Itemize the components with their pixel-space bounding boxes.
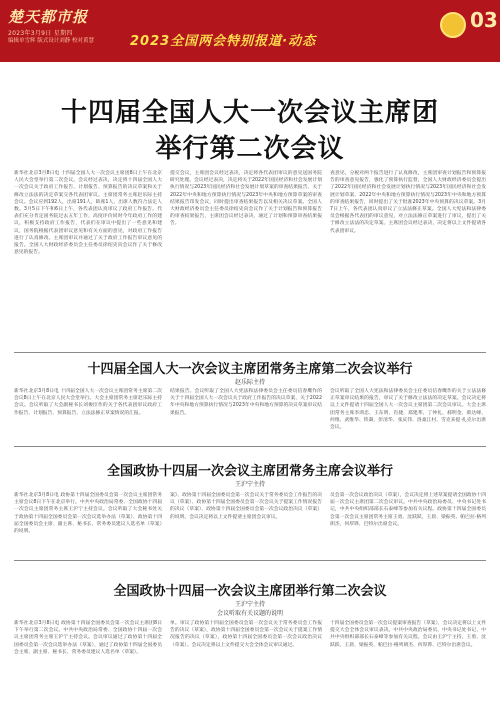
article3-byline: 王沪宁主持 xyxy=(234,481,265,488)
divider xyxy=(14,560,486,561)
article1-title-line1: 十四届全国人大一次会议主席团 xyxy=(60,98,439,128)
newspaper-logo: 楚天都市报 xyxy=(8,8,89,26)
article4-subhead: 会议听取有关议题的说明 xyxy=(216,610,283,617)
article2-column-3: 会议听取了全国人大宪法和法律委员会主任委员信春鹰作的关于立法法修正草案审议结果的报告，审议了关于修改立法法的决定草案。会议决定将以上文件提请十四届全国人大一次会议主席团第二次会议审议。大会主席团常务主席李鸿忠、王东明、肖捷、郑建邦、丁仲礼、郝明金、蔡达峰、何维、武维华、铁凝、彭清华、张庆伟、洛桑江村、雪克来提·扎克尔出席会议。 xyxy=(330,389,486,431)
article1-column-1: 新华社北京3月8日电 十四届全国人大一次会议主席团8日上午在北京人民大会堂举行第二次会议。会议经过表决，决定将十四届全国人大一次会议关于政府工作报告、计划报告、预算报告的决议草案和关于修改立法法的决定草案交各代表团审议。主席团常务主席赵乐际主持会议。会议应到192人，出席191人，缺席1人，出席人数符合法定人数。3月5日下午和6日上午，各代表团认真审议了政府工作报告。代表们充分肯定国务院过去五年工作，高度评价同时今年政府工作的建议，积极支持政府工作报告，代表们在审议中提出了一些意见和建议，国务院根据代表团审议意见和有关方面的意见，对政府工作报告进行了认真修改。主席团审议并通过了关于政府工作报告审议意见的报告。全国人大财政经济委员会主任委员徐绍史向会议作了关于修改意见的报告。 xyxy=(14,171,162,256)
editor-credits: 编辑单雪辉 版式设计刘静 校对黄慧 xyxy=(8,38,94,44)
article2-title: 十四届全国人大一次会议主席团常务主席第二次会议举行 xyxy=(87,362,413,377)
divider xyxy=(14,446,486,447)
article1-column-2: 提交会议，主席团会议经过表决，决定将各代表团审议的意见送国务院研究处理。会议经过表决，决定将关于2022年国民经济和社会发展计划执行情况与2023年国民经济和社会发展计划草案的审查结果报告、关于2022年中央和地方预算执行情况与2023年中央和地方预算草案的审查结果报告印发会议，同时提出审查结果报告以及相关决议草案。全国人大财政经济委员会主任委员徐绍史向会议作了关于计划报告和预算报告的审查结果报告，主席团会议经过表决，通过了计划和预算审查结果报告。 xyxy=(170,171,322,227)
article3-column-1: 新华社北京3月8日电 政协第十四届全国委员会第一次会议主席团常务主席会议8日下午在北京举行。中共中央政治局常委、全国政协十四届一次会议主席团常务主席王沪宁主持会议。会议听取了大会秘书处关于政协第十四届全国委员会第一次会议选举办法（草案）、政协第十四届全国委员会主席、副主席、秘书长、常务委员建议人选名单（草案）的说明。 xyxy=(14,493,162,535)
article4-column-2: 单。审议了政协第十四届全国委员会第一次会议关于常务委员会工作报告的决议（草案），政协第十四届全国委员会第一次会议关于提案工作情况报告的决议（草案），政协第十四届全国委员会第一次会议政治决议（草案）。会议决定将以上文件提交大会全体会议审议通过。 xyxy=(170,621,322,648)
page-number: 03 xyxy=(470,8,498,32)
article4-column-3: 十四届全国委员会第一次会议提案审查报告（草案），会议决定将以上文件提交大会全体会议审议表决。中共中央政治局委员、中央书记处书记，中共中央组织部部长石泰峰等参加有关议程。会议由王沪宁主持，王勇、沈跃跃、王晨、梁振英、帕巴拉·格列朗杰、何厚铧、巴特尔出席会议。 xyxy=(330,621,486,648)
emblem-icon xyxy=(440,12,466,38)
divider xyxy=(14,352,486,353)
issue-date: 2023年3月9日 星期四 xyxy=(8,30,73,37)
article1-column-3: 查意见，分税对两个报告进行了认真修改，主席团审查计划报告和预算报告的审查意见报告，强化了预算执行监督，全国人大财政经济委员会提出了2022年国民经济和社会发展计划执行情况与2023年国民经济和社会发展计划草案、2022年中央和地方预算执行情况与2023年中央和地方预算的审查结果报告，同时提出了关于批准2023年中央预算的决议草案。3月7日上午，各代表团认真审议了立法法修正草案。全国人大宪法和法律委员会根据各代表团的审议意见，对立法法修正草案进行了审议，提出了关于修改立法法的决定草案。主席团会议经过表决，决定将以上文件提请各代表团审议。 xyxy=(330,171,486,234)
article4-byline: 王沪宁主持 xyxy=(234,601,265,608)
article4-column-1: 新华社北京3月8日电 政协第十四届全国委员会第一次会议主席团8日下午举行第二次会议。中共中央政治局常委、全国政协十四届一次会议主席团常务主席王沪宁主持会议。会议审议通过了政协第十四届全国委员会第一次会议选举办法（草案），通过了政协第十四届全国委员会主席、副主席、秘书长、常务委员建议人选名单（草案）。 xyxy=(14,621,162,655)
article2-byline: 赵乐际主持 xyxy=(234,379,265,386)
article1-title-line2: 举行第二次会议 xyxy=(155,134,345,164)
article2-column-2: 结果报告。会议听取了全国人大宪法和法律委员会主任委员信春鹰作的关于十四届全国人大一次会议关于政府工作报告的决议草案、关于2022年中央和地方预算执行情况与2023年中央和地方预算的决议草案审议结果报告。 xyxy=(170,389,322,416)
article3-title: 全国政协十四届一次会议主席团常务主席会议举行 xyxy=(106,464,393,479)
article4-title: 全国政协十四届一次会议主席团举行第二次会议 xyxy=(113,584,387,599)
article3-column-3: 员会第一次会议政治决议（草案），会议决定将上述草案提请全国政协十四届一次会议主席团第二次会议审议。中共中央政治局委员、中央书记处书记，中共中央组织部部长石泰峰等参加有关议程。政协第十四届全国委员会第一次会议主席团常务主席王勇、沈跃跃、王晨、梁振英、帕巴拉·格列朗杰、何厚铧、巴特尔出席会议。 xyxy=(330,493,486,527)
article3-column-2: 案》、政协第十四届全国委员会第一次会议关于常务委员会工作报告的决议（草案）、政协第十四届全国委员会第一次会议关于提案工作情况报告的决议（草案）、政协第十四届全国委员会第一次会议政治决议（草案）的说明。会议决定将以上文件提请主席团会议审议。 xyxy=(170,493,322,520)
page-header xyxy=(0,0,500,62)
section-banner: 2023全国两会特别报道·动态 xyxy=(130,34,317,49)
article2-column-1: 新华社北京3月8日电 十四届全国人大一次会议主席团常务主席第二次会议8日上午在北京人民大会堂举行。大会主席团常务主席赵乐际主持会议。会议听取了大会副秘书长刘俊臣作的关于各代表团审议政府工作报告、计划报告、预算报告、立法法修正草案情况的汇报。 xyxy=(14,389,162,416)
